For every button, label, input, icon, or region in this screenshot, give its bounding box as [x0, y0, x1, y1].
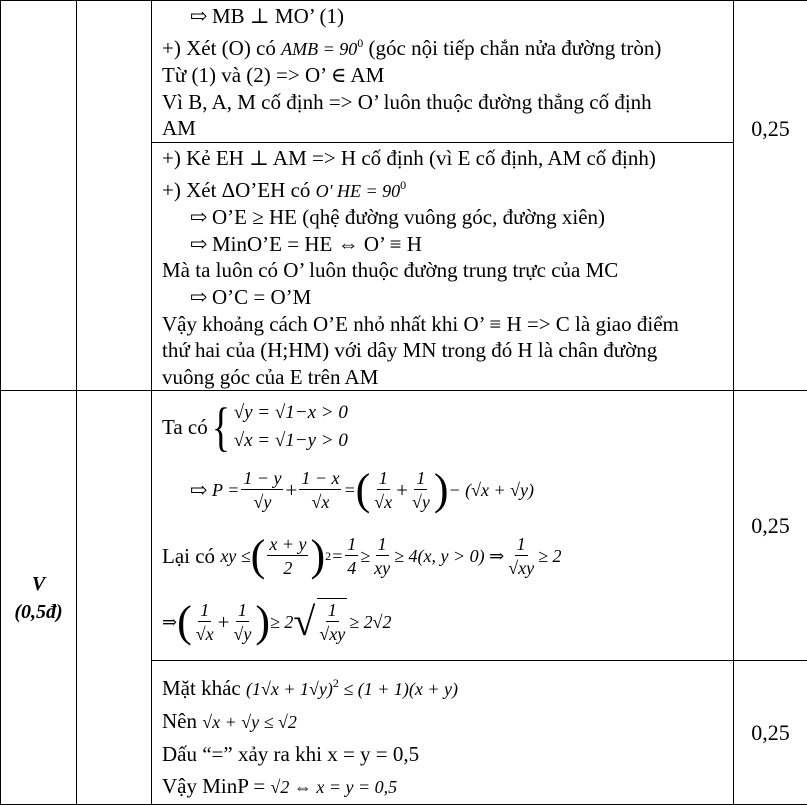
math-num: 1 — [345, 533, 358, 556]
math-num: 1 — [414, 467, 427, 490]
score-cell — [734, 661, 807, 805]
text-line: Lại có — [162, 543, 215, 570]
math-sup: 0 — [400, 178, 406, 192]
math-expr: √x = √1−y > 0 — [234, 427, 348, 455]
math-expr: − (√x + √y) — [449, 477, 535, 504]
section-cell — [1, 391, 77, 805]
text-line: O’E ≥ HE (qhệ đường vuông góc, đường xiên) — [212, 205, 605, 229]
math-expr: ⇒ — [162, 609, 177, 636]
math-num: 1 — [377, 467, 390, 490]
math-num: 1 — [515, 533, 528, 556]
math-expr: xy ≤ — [220, 543, 250, 570]
score: 0,25 — [751, 116, 790, 141]
text-line: vuông góc của E trên AM — [162, 364, 725, 391]
text-line: MB ⊥ MO’ (1) — [212, 4, 344, 28]
text-line: Từ (1) và (2) => O’ ∈ AM — [162, 62, 725, 89]
math-sup: 2 — [325, 543, 331, 570]
table-row — [1, 391, 807, 661]
implies-icon: ⇨ — [190, 284, 212, 311]
math-den: √y — [251, 490, 273, 514]
math-den: 4 — [345, 556, 358, 580]
table-row — [1, 1, 807, 143]
section-cell — [1, 1, 77, 391]
math-expr: ≥ — [360, 543, 370, 570]
math-expr: P = — [212, 477, 239, 504]
text-line: Vậy khoảng cách O’E nhỏ nhất khi O’ ≡ H => C là giao điểm — [162, 311, 725, 338]
math-expr: √2 ⇔ x = y = 0,5 — [271, 777, 398, 797]
math-num: x + y — [267, 533, 308, 556]
score-cell — [734, 391, 807, 661]
content-cell — [152, 142, 734, 390]
sub-cell — [77, 1, 152, 391]
text-line: Mặt khác — [162, 676, 246, 700]
math-expr: √y = √1−x > 0 — [234, 399, 348, 427]
section-points: (0,5đ) — [14, 601, 62, 623]
math-num: 1 — [198, 599, 211, 622]
sub-cell — [77, 391, 152, 805]
math-expr: ≥ 2 — [270, 609, 293, 636]
text-line: Nên — [162, 709, 202, 733]
math-num: 1 − y — [241, 467, 283, 490]
text-line: Mà ta luôn có O’ luôn thuộc đường trung trực của MC — [162, 257, 725, 284]
text-line: Ta có — [162, 414, 208, 441]
math-expr: = — [331, 543, 343, 570]
math-expr: ≥ 2 — [538, 543, 561, 570]
math-expr: = — [343, 477, 355, 504]
text-line: Dấu “=” xảy ra khi x = y = 0,5 — [162, 738, 725, 770]
math-expr: ≥ 2√2 — [349, 609, 391, 636]
math-expr: ≥ 4(x, y > 0) ⇒ — [394, 543, 504, 570]
score: 0,25 — [751, 720, 790, 745]
content-cell — [152, 661, 734, 805]
math-den: √xy — [317, 622, 347, 646]
text-line: +) Xét ΔO’EH có — [162, 178, 316, 202]
math-sup: 0 — [357, 36, 363, 50]
math-den: √x — [372, 490, 394, 514]
math-sup: 2 — [333, 676, 339, 690]
text-line: Vậy MinP = — [162, 774, 271, 798]
math-num: 1 — [326, 599, 339, 622]
text-line: +) Xét (O) có — [162, 36, 281, 60]
math-expr: O' HE = 90 — [316, 181, 401, 201]
text-line: AM — [162, 115, 725, 142]
math-den: √y — [410, 490, 432, 514]
math-num: 1 − x — [299, 467, 341, 490]
math-den: xy — [372, 556, 392, 580]
math-expr: (1√x + 1√y) — [246, 679, 333, 699]
math-num: 1 — [376, 533, 389, 556]
math-expr: √x + √y ≤ √2 — [202, 712, 297, 732]
content-cell — [152, 1, 734, 143]
score: 0,25 — [751, 513, 790, 538]
implies-icon: ⇨ — [190, 3, 212, 30]
text-line: (góc nội tiếp chắn nửa đường tròn) — [363, 36, 661, 60]
text-line: Vì B, A, M cố định => O’ luôn thuộc đường thẳng cố định — [162, 89, 725, 116]
math-den: 2 — [281, 556, 294, 580]
text-line: MinO’E = HE ⇔ O’ ≡ H — [212, 232, 422, 256]
math-expr: AMB = 90 — [281, 39, 357, 59]
math-den: √x — [309, 490, 331, 514]
section-label: V — [32, 573, 45, 595]
text-line: O’C = O’M — [212, 285, 311, 309]
implies-icon: ⇨ — [190, 231, 212, 258]
math-den: √x — [194, 622, 216, 646]
brace-icon: { — [212, 401, 230, 453]
math-den: √y — [231, 622, 253, 646]
math-den: √xy — [506, 556, 536, 580]
content-cell: Ta có { √y = √1−x > 0 √x = √1−y > 0 ⇨ P = $\frac{1 - y}{√y}$ + $\frac{1 - x}{√x}$ = ( $\frac{1}{√x}$ + $\frac{1}{√y}$ ) − (√x + √y) Lại có xy ≤ ( $\frac{x + y}{2}$ ) 2 = $\frac{1}{4}$ ≥ $\frac{1}{xy}$ ≥ 4(x, y > 0) ⇒ $\frac{1}{√xy}$ ≥ 2 ⇒ ( $\frac{1}{√x}$ + $\frac{1}{√y}$ ) ≥ 2 √ $\frac{1}{√xy}$ ≥ 2√2 — [152, 391, 734, 661]
math-num: 1 — [236, 599, 249, 622]
score-cell — [734, 1, 807, 391]
text-line: +) Kẻ EH ⊥ AM => H cố định (vì E cố định, AM cố định) — [162, 145, 725, 172]
implies-icon: ⇨ — [190, 477, 212, 504]
math-expr: ≤ (1 + 1)(x + y) — [339, 679, 458, 699]
implies-icon: ⇨ — [190, 204, 212, 231]
text-line: thứ hai của (H;HM) với dây MN trong đó H là chân đường — [162, 337, 725, 364]
